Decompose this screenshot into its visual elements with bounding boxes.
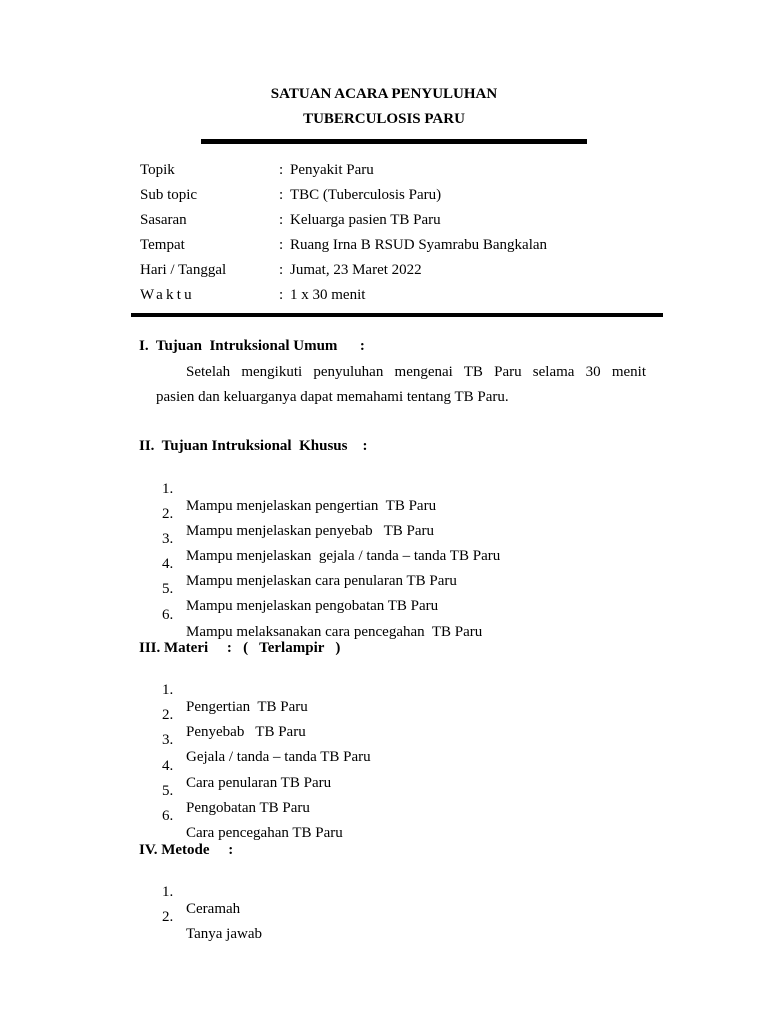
list-number: 1. (162, 884, 174, 900)
info-row-topik (0, 162, 768, 184)
section-heading-metode: IV. Metode : (139, 842, 234, 858)
list-text: Tanya jawab (186, 926, 262, 942)
list-number: 3. (162, 531, 174, 547)
document-title: SATUAN ACARA PENYULUHAN (270, 86, 498, 102)
info-value: Keluarga pasien TB Paru (290, 212, 441, 228)
info-colon: : (279, 237, 284, 253)
section-heading-tujuan-umum: I. Tujuan Intruksional Umum : (139, 338, 365, 354)
info-value: Jumat, 23 Maret 2022 (290, 262, 422, 278)
info-value: TBC (Tuberculosis Paru) (290, 187, 442, 203)
list-number: 6. (162, 607, 174, 623)
list-number: 1. (162, 481, 174, 497)
list-text: Cara pencegahan TB Paru (186, 825, 343, 841)
list-number: 4. (162, 556, 174, 572)
list-text: Cara penularan TB Paru (186, 775, 332, 791)
list-number: 2. (162, 707, 174, 723)
info-row-tempat (0, 237, 768, 259)
list-text: Mampu menjelaskan cara penularan TB Paru (186, 573, 457, 589)
info-colon: : (279, 262, 284, 278)
list-text: Penyebab TB Paru (186, 724, 306, 740)
info-value: Ruang Irna B RSUD Syamrabu Bangkalan (290, 237, 548, 253)
document-subtitle: TUBERCULOSIS PARU (303, 111, 465, 127)
info-value: Penyakit Paru (290, 162, 374, 178)
list-text: Mampu menjelaskan gejala / tanda – tanda TB Paru (186, 548, 501, 564)
list-text: Mampu menjelaskan penyebab TB Paru (186, 523, 434, 539)
info-label: Waktu (140, 287, 195, 303)
title-divider (201, 139, 587, 144)
list-number: 2. (162, 506, 174, 522)
list-number: 6. (162, 808, 174, 824)
info-label: Topik (140, 162, 175, 178)
info-label: Sasaran (140, 212, 187, 228)
list-text: Pengertian TB Paru (186, 699, 308, 715)
info-label: Tempat (140, 237, 185, 253)
info-row-sasaran (0, 212, 768, 234)
info-value: 1 x 30 menit (290, 287, 366, 303)
list-number: 2. (162, 909, 174, 925)
list-text: Mampu menjelaskan pengobatan TB Paru (186, 598, 439, 614)
info-divider (131, 313, 663, 317)
list-item (0, 791, 768, 859)
info-colon: : (279, 187, 284, 203)
list-number: 1. (162, 682, 174, 698)
info-colon: : (279, 162, 284, 178)
info-label: Hari / Tanggal (140, 262, 227, 278)
list-text: Pengobatan TB Paru (186, 800, 310, 816)
info-row-waktu (0, 287, 768, 309)
list-text: Mampu menjelaskan pengertian TB Paru (186, 498, 437, 514)
list-text: Gejala / tanda – tanda TB Paru (186, 749, 371, 765)
info-label: Sub topic (140, 187, 198, 203)
section-heading-materi: III. Materi : ( Terlampir ) (139, 640, 341, 656)
list-number: 5. (162, 783, 174, 799)
section-heading-tujuan-khusus: II. Tujuan Intruksional Khusus : (139, 438, 368, 454)
list-text: Ceramah (186, 901, 241, 917)
list-item (0, 892, 768, 960)
list-number: 4. (162, 758, 174, 774)
section-paragraph-line: Setelah mengikuti penyuluhan mengenai TB Paru selama 30 menit (186, 364, 646, 380)
section-paragraph-line: pasien dan keluarganya dapat memahami tentang TB Paru. (156, 389, 509, 405)
info-colon: : (279, 212, 284, 228)
info-row-sub-topic (0, 187, 768, 209)
list-text: Mampu melaksanakan cara pencegahan TB Paru (186, 624, 483, 640)
list-number: 5. (162, 581, 174, 597)
list-number: 3. (162, 732, 174, 748)
list-item (0, 590, 768, 658)
info-colon: : (279, 287, 284, 303)
info-row-hari-tanggal (0, 262, 768, 284)
